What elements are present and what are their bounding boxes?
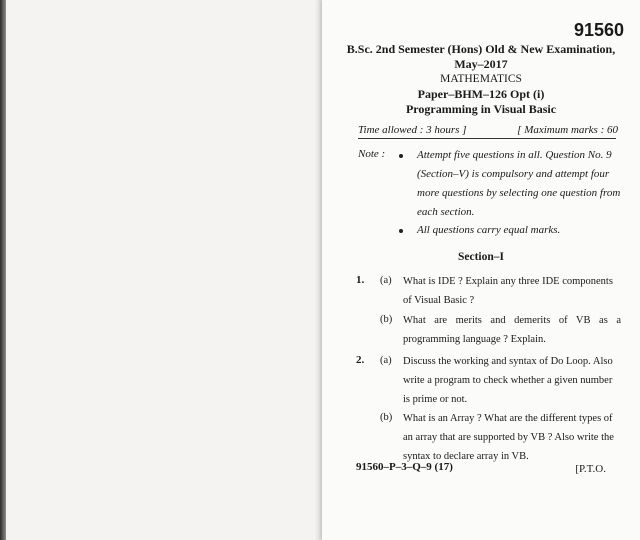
paper-id: Paper–BHM–126 Opt (i) (417, 87, 545, 101)
time-allowed: Time allowed : 3 hours ] (358, 124, 467, 136)
exam-date: May–2017 (454, 57, 508, 71)
question-text: Discuss the working and syntax of Do Loop. Also write a program to check whether a given number is prime or not. (403, 356, 613, 405)
question-number: 2. (356, 354, 365, 366)
question-part-label: (b) (380, 412, 393, 423)
book-spine (0, 0, 6, 540)
header-rule (358, 138, 616, 139)
question-number: 1. (356, 274, 365, 286)
question-part-label: (a) (380, 275, 392, 286)
note-label: Note : (358, 148, 386, 160)
footer-pto: [P.T.O. (575, 463, 606, 475)
paper-code: 91560 (573, 20, 624, 40)
question-part-label: (a) (380, 355, 392, 366)
footer-code: 91560–P–3–Q–9 (17) (356, 461, 453, 473)
note-bullet (399, 229, 403, 233)
question-part-label: (b) (380, 314, 393, 325)
note-bullet (399, 154, 403, 158)
section-heading: Section–I (458, 251, 504, 263)
question-text: What is an Array ? What are the different types of an array that are supported by VB ? Also write the syntax to declare array in VB. (403, 413, 614, 462)
note-item: All questions carry equal marks. (417, 224, 561, 236)
question-text: What is IDE ? Explain any three IDE components of Visual Basic ? (403, 276, 613, 306)
course-title: Programming in Visual Basic (405, 102, 557, 116)
question-text: What are merits and demerits of VB as a programming language ? Explain. (403, 315, 621, 345)
exam-paper-page (322, 0, 640, 540)
exam-title: B.Sc. 2nd Semester (Hons) Old & New Examination, (346, 42, 616, 56)
note-item: Attempt five questions in all. Question No. 9 (Section–V) is compulsory and attempt four more questions by selecting one question from each section. (417, 149, 621, 218)
subject: MATHEMATICS (440, 73, 522, 85)
max-marks: [ Maximum marks : 60 (517, 124, 618, 136)
